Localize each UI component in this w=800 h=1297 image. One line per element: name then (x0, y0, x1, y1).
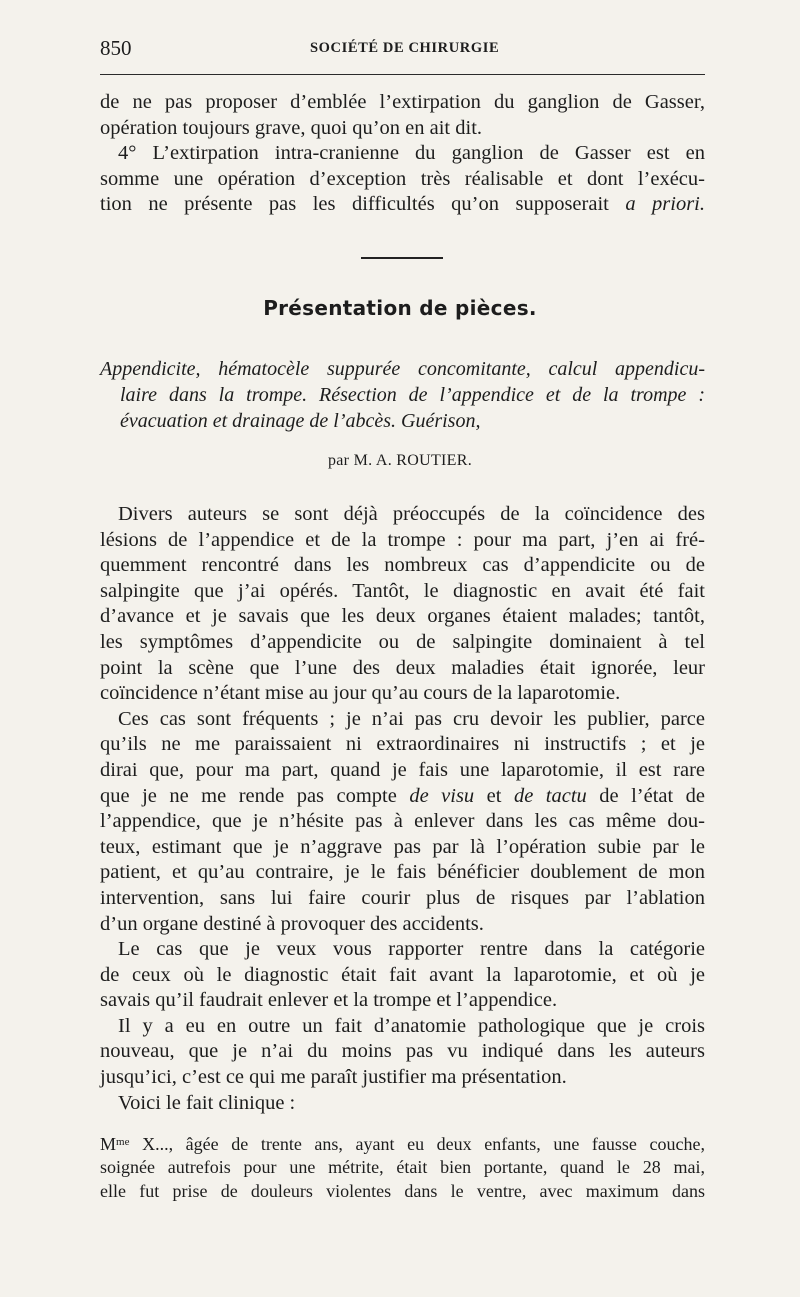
text-line: salpingite que j’ai opérés. Tantôt, le diagnostic en avait été fait (100, 579, 705, 602)
text-line: teux, estimant que je n’aggrave pas par là l’opération subie par le (100, 835, 705, 858)
text-segment: X..., âgée de trente ans, ayant eu deux enfants, une fausse couche, (129, 1134, 705, 1154)
journal-title: SOCIÉTÉ DE CHIRURGIE (310, 40, 500, 56)
text-line: quemment rencontré dans les nombreux cas d’appendicite ou de (100, 554, 705, 577)
intro-paragraph (100, 90, 705, 218)
text-segment: que je ne me rende pas compte (100, 784, 397, 807)
title-line: évacuation et drainage de l’abcès. Guérison, (120, 410, 481, 432)
body-text (100, 502, 705, 1116)
text-line: Voici le fait clinique : (118, 1091, 296, 1114)
text-line: intervention, sans lui faire courir plus de risques par l’ablation (100, 886, 705, 909)
text-segment: de l’état de (599, 784, 706, 807)
text-line: nouveau, que je n’ai du moins pas vu indiqué dans les auteurs (100, 1040, 705, 1063)
text-line: Le cas que je veux vous rapporter rentre dans la catégorie (118, 938, 705, 961)
text-line: les symptômes d’appendicite ou de salpingite dominaient à tel (100, 630, 705, 653)
text-line: somme une opération d’exception très réalisable et dont l’exécu- (100, 167, 705, 190)
section-separator (361, 257, 443, 259)
text-line: coïncidence n’étant mise au jour qu’au cours de la laparotomie. (100, 682, 621, 705)
case-report (100, 1130, 705, 1204)
text-line (100, 192, 705, 218)
running-head (100, 36, 705, 64)
author-byline: par M. A. ROUTIER. (327, 452, 473, 469)
header-rule (100, 74, 705, 75)
section-title: Présentation de pièces. (263, 296, 537, 320)
article-title (100, 356, 705, 434)
text-line: d’avance et je savais que les deux organes étaient malades; tantôt, (100, 605, 705, 628)
text-line: Ces cas sont fréquents ; je n’ai pas cru devoir les publier, parce (118, 707, 705, 730)
text-line: opération toujours grave, quoi qu’on en ait dit. (100, 116, 483, 139)
text-line: dirai que, pour ma part, quand je fais une laparotomie, il est rare (100, 758, 705, 781)
text-segment: tion ne présente pas les difficultés qu’on supposerait (100, 193, 609, 216)
text-line: patient, et qu’au contraire, je le fais bénéficier doublement de mon (100, 861, 705, 884)
text-line: jusqu’ici, c’est ce qui me paraît justifier ma présentation. (100, 1066, 567, 1089)
title-line: laire dans la trompe. Résection de l’appendice et de la trompe : (120, 384, 705, 406)
text-line: lésions de l’appendice et de la trompe : pour ma part, j’en ai fré- (100, 528, 705, 551)
text-line: soignée autrefois pour une métrite, était bien portante, quand le 28 mai, (100, 1156, 705, 1177)
text-line: de ne pas proposer d’emblée l’extirpation du ganglion de Gasser, (100, 91, 705, 113)
text-segment: et (486, 784, 502, 807)
text-line: qu’ils ne me paraissaient ni extraordinaires ni instructifs ; et je (100, 733, 705, 756)
text-line: 4° L’extirpation intra-cranienne du ganglion de Gasser est en (118, 142, 705, 165)
italic-phrase: a priori. (625, 193, 705, 216)
title-line: Appendicite, hématocèle suppurée concomitante, calcul appendicu- (100, 358, 705, 380)
text-line: savais qu’il faudrait enlever et la trompe et l’appendice. (100, 989, 558, 1012)
text-line: point la scène que l’une des deux maladies était ignorée, leur (100, 656, 705, 679)
italic-phrase: de tactu (513, 784, 587, 807)
text-line: elle fut prise de douleurs violentes dans le ventre, avec maximum dans (100, 1181, 705, 1201)
italic-phrase: de visu (409, 784, 475, 807)
abbreviation-superscript: me (116, 1136, 130, 1148)
text-line: Il y a eu en outre un fait d’anatomie pathologique que je crois (118, 1014, 705, 1037)
text-line: de ceux où le diagnostic était fait avant la laparotomie, et où je (100, 963, 705, 986)
text-line: l’appendice, que je n’hésite pas à enlever dans les cas même dou- (100, 810, 705, 833)
text-line: d’un organe destiné à provoquer des accidents. (100, 912, 484, 935)
text-line: Divers auteurs se sont déjà préoccupés de la coïncidence des (118, 503, 705, 525)
page-number: 850 (100, 36, 132, 60)
text-line (100, 1130, 705, 1155)
text-line (100, 784, 705, 810)
abbreviation: M (100, 1134, 117, 1154)
